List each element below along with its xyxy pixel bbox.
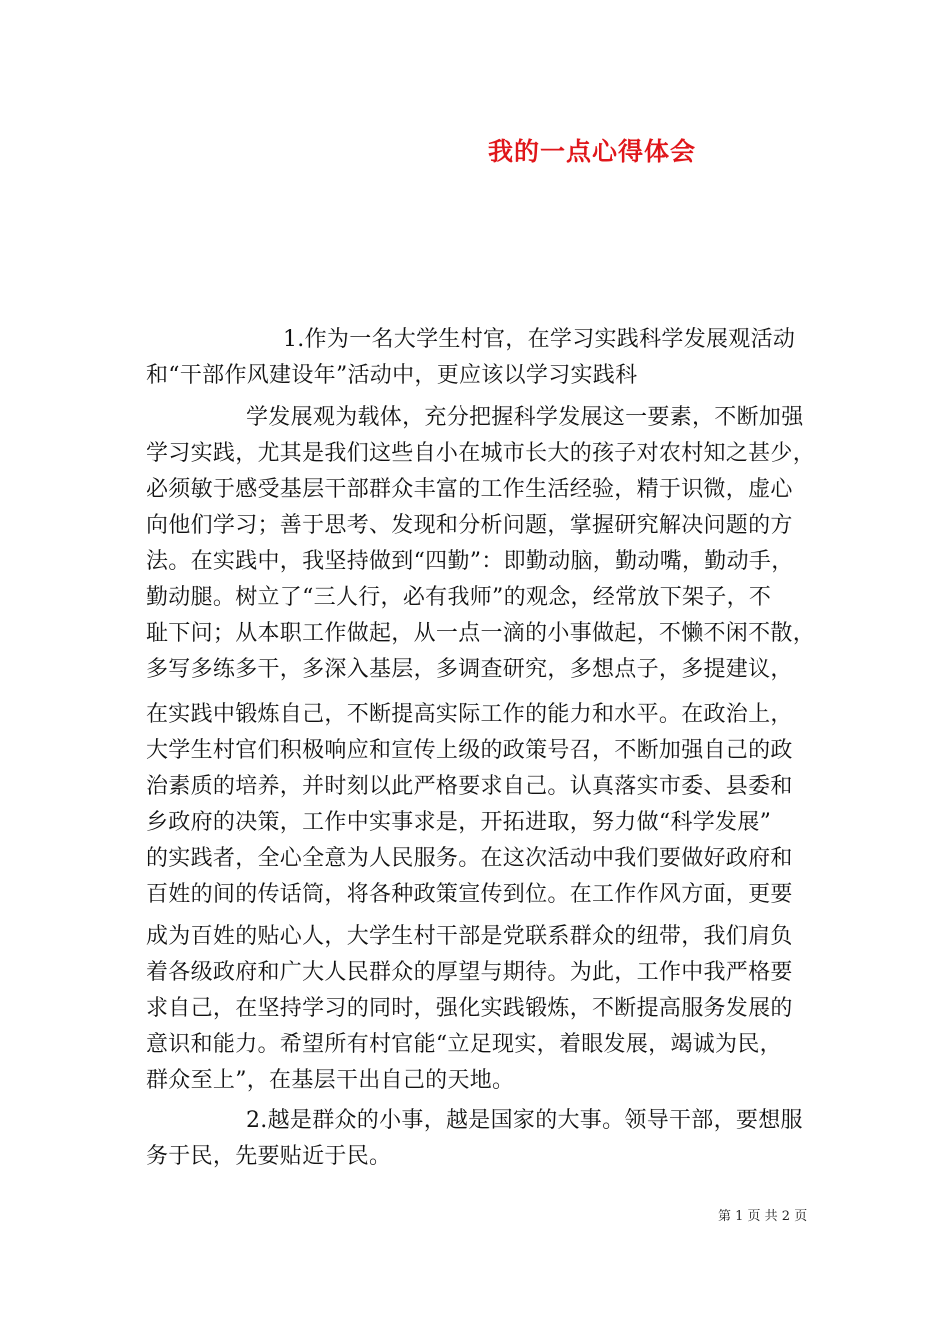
paragraph-line: 学习实践，尤其是我们这些自小在城市长大的孩子对农村知之甚少， xyxy=(146,441,816,466)
paragraph-line: 多写多练多干，多深入基层，多调查研究，多想点子，多提建议， xyxy=(146,657,793,682)
paragraph-line: 和“干部作风建设年”活动中，更应该以学习实践科 xyxy=(146,363,638,388)
paragraph-line: 法。在实践中，我坚持做到“四勤”：即勤动脑，勤动嘴，勤动手， xyxy=(146,549,794,574)
paragraph-line: 成为百姓的贴心人，大学生村干部是党联系群众的纽带，我们肩负 xyxy=(146,924,793,949)
paragraph-line: 治素质的培养，并时刻以此严格要求自己。认真落实市委、县委和 xyxy=(146,774,793,799)
paragraph-line: 乡政府的决策，工作中实事求是，开拓进取，努力做“科学发展” xyxy=(146,810,772,835)
paragraph-line: 向他们学习；善于思考、发现和分析问题，掌握研究解决问题的方 xyxy=(146,513,793,538)
paragraph-line: 勤动腿。树立了“三人行，必有我师”的观念，经常放下架子，不 xyxy=(146,585,772,610)
paragraph-line: 必须敏于感受基层干部群众丰富的工作生活经验，精于识微，虚心 xyxy=(146,477,793,502)
paragraph-line: 求自己，在坚持学习的同时，强化实践锻炼，不断提高服务发展的 xyxy=(146,996,793,1021)
paragraph-line: 耻下问；从本职工作做起，从一点一滴的小事做起，不懒不闲不散， xyxy=(146,621,816,646)
paragraph-line: 着各级政府和广大人民群众的厚望与期待。为此，工作中我严格要 xyxy=(146,960,793,985)
paragraph-line: 百姓的间的传话筒，将各种政策宣传到位。在工作作风方面，更要 xyxy=(146,882,793,907)
paragraph-line: 大学生村官们积极响应和宣传上级的政策号召，不断加强自己的政 xyxy=(146,738,793,763)
paragraph-line: 学发展观为载体，充分把握科学发展这一要素，不断加强 xyxy=(246,405,804,430)
paragraph-line: 1.作为一名大学生村官，在学习实践科学发展观活动 xyxy=(283,327,796,352)
paragraph-line: 2.越是群众的小事，越是国家的大事。领导干部，要想服 xyxy=(246,1108,803,1133)
paragraph-line: 在实践中锻炼自己，不断提高实际工作的能力和水平。在政治上， xyxy=(146,702,793,727)
paragraph-line: 意识和能力。希望所有村官能“立足现实，着眼发展，竭诚为民， xyxy=(146,1032,782,1057)
paragraph-line: 群众至上”，在基层干出自己的天地。 xyxy=(146,1068,515,1093)
page-footer: 第 1 页 共 2 页 xyxy=(718,1209,808,1224)
paragraph-line: 的实践者，全心全意为人民服务。在这次活动中我们要做好政府和 xyxy=(146,846,793,871)
document-title: 我的一点心得体会 xyxy=(488,137,697,166)
paragraph-line: 务于民，先要贴近于民。 xyxy=(146,1144,392,1169)
